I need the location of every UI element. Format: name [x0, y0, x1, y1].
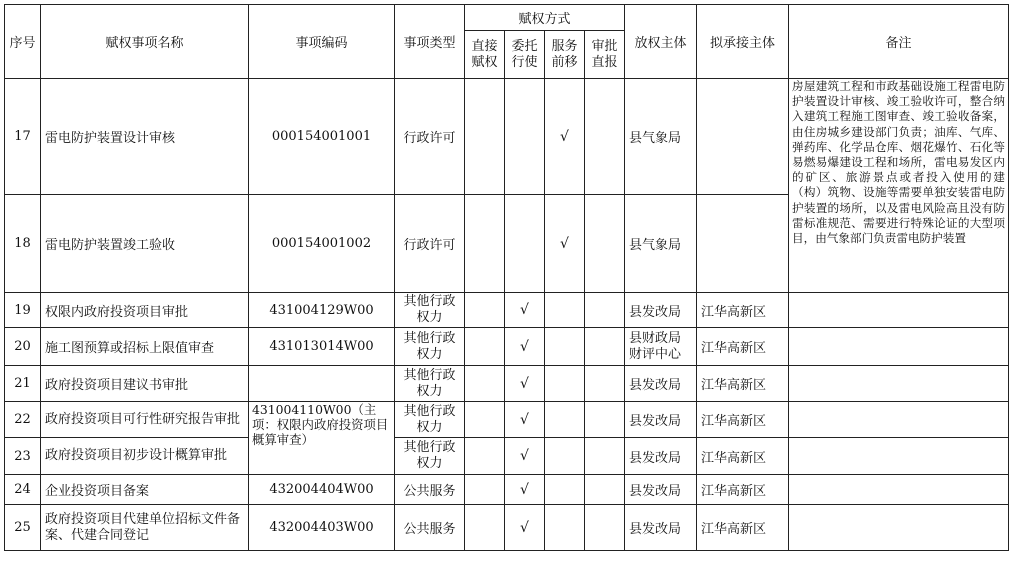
header-method-entrust: 委托 行使 — [505, 31, 545, 79]
header-seq: 序号 — [5, 5, 41, 79]
cell-approve — [585, 328, 625, 366]
row-remark — [789, 402, 1009, 438]
cell-approve — [585, 293, 625, 328]
row-grantor: 县发改局 — [625, 366, 697, 402]
row-type: 公共服务 — [395, 475, 465, 505]
check-mark-entrust: √ — [505, 505, 545, 551]
row-grantor: 县发改局 — [625, 475, 697, 505]
cell-service — [545, 402, 585, 438]
row-type: 公共服务 — [395, 505, 465, 551]
table-row — [5, 402, 1009, 438]
check-mark-entrust: √ — [505, 293, 545, 328]
check-mark-service: √ — [545, 195, 585, 293]
row-grantor: 县气象局 — [625, 79, 697, 195]
row-grantor: 县发改局 — [625, 402, 697, 438]
table-row — [5, 505, 1009, 551]
check-mark-entrust: √ — [505, 438, 545, 475]
row-seq: 24 — [5, 475, 41, 505]
row-seq: 21 — [5, 366, 41, 402]
row-remark — [789, 475, 1009, 505]
row-receiver: 江华高新区 — [697, 505, 789, 551]
check-mark-entrust: √ — [505, 366, 545, 402]
cell-entrust — [505, 79, 545, 195]
row-receiver: 江华高新区 — [697, 293, 789, 328]
cell-direct — [465, 293, 505, 328]
row-remark — [789, 293, 1009, 328]
header-grantor: 放权主体 — [625, 5, 697, 79]
cell-service — [545, 475, 585, 505]
row-receiver: 江华高新区 — [697, 438, 789, 475]
row-remark — [789, 328, 1009, 366]
cell-approve — [585, 366, 625, 402]
row-code: 432004403W00 — [249, 505, 395, 551]
table-row — [5, 438, 1009, 475]
table-row — [5, 328, 1009, 366]
cell-direct — [465, 328, 505, 366]
header-method-direct: 直接 赋权 — [465, 31, 505, 79]
cell-direct — [465, 195, 505, 293]
row-seq: 22 — [5, 402, 41, 438]
cell-service — [545, 293, 585, 328]
header-code: 事项编码 — [249, 5, 395, 79]
cell-direct — [465, 402, 505, 438]
header-remark: 备注 — [789, 5, 1009, 79]
row-name: 政府投资项目代建单位招标文件备案、代建合同登记 — [41, 505, 249, 551]
table-row — [5, 293, 1009, 328]
remark-note: 房屋建筑工程和市政基础设施工程雷电防护装置设计审核、竣工验收许可，整合纳入建筑工程施工图审查、竣工验收备案，由住房城乡建设部门负责；油库、气库、弹药库、化学品仓库、烟花爆竹、石化等易燃易爆建设工程和场所，雷电易发区内的矿区、旅游景点或者投入使用的建（构）筑物、设施等需要单独安装雷电防护装置的场所，以及雷电风险高且没有防雷标准规范、需要进行特殊论证的大型项目，由气象部门负责雷电防护装置 — [789, 79, 1009, 293]
row-grantor: 县财政局 财评中心 — [625, 328, 697, 366]
row-code — [249, 366, 395, 402]
cell-direct — [465, 505, 505, 551]
row-name: 政府投资项目建议书审批 — [41, 366, 249, 402]
cell-approve — [585, 505, 625, 551]
merged-code-cell: 431004110W00（主项：权限内政府投资项目概算审查） — [249, 402, 395, 475]
cell-approve — [585, 438, 625, 475]
cell-direct — [465, 438, 505, 475]
check-mark-entrust: √ — [505, 328, 545, 366]
check-mark-service: √ — [545, 79, 585, 195]
cell-approve — [585, 402, 625, 438]
row-grantor: 县发改局 — [625, 505, 697, 551]
row-code: 431004129W00 — [249, 293, 395, 328]
table-row — [5, 79, 1009, 195]
row-receiver: 江华高新区 — [697, 402, 789, 438]
row-seq: 17 — [5, 79, 41, 195]
row-type: 其他行政 权力 — [395, 366, 465, 402]
header-method-approve: 审批 直报 — [585, 31, 625, 79]
header-method-group: 赋权方式 — [465, 5, 625, 31]
cell-service — [545, 505, 585, 551]
cell-approve — [585, 79, 625, 195]
row-remark — [789, 366, 1009, 402]
row-seq: 19 — [5, 293, 41, 328]
row-code: 431013014W00 — [249, 328, 395, 366]
cell-service — [545, 438, 585, 475]
header-receiver: 拟承接主体 — [697, 5, 789, 79]
row-grantor: 县发改局 — [625, 293, 697, 328]
row-type: 其他行政 权力 — [395, 328, 465, 366]
row-remark — [789, 505, 1009, 551]
row-seq: 18 — [5, 195, 41, 293]
row-name: 施工图预算或招标上限值审查 — [41, 328, 249, 366]
cell-service — [545, 366, 585, 402]
cell-entrust — [505, 195, 545, 293]
row-name: 政府投资项目可行性研究报告审批 — [41, 402, 249, 438]
header-name: 赋权事项名称 — [41, 5, 249, 79]
row-receiver — [697, 195, 789, 293]
row-name: 雷电防护装置设计审核 — [41, 79, 249, 195]
cell-service — [545, 328, 585, 366]
row-code: 000154001002 — [249, 195, 395, 293]
row-type: 其他行政 权力 — [395, 438, 465, 475]
row-name: 企业投资项目备案 — [41, 475, 249, 505]
row-receiver: 江华高新区 — [697, 475, 789, 505]
row-type: 行政许可 — [395, 79, 465, 195]
cell-approve — [585, 475, 625, 505]
row-seq: 25 — [5, 505, 41, 551]
row-name: 权限内政府投资项目审批 — [41, 293, 249, 328]
row-remark — [789, 438, 1009, 475]
table-row — [5, 475, 1009, 505]
header-method-service: 服务 前移 — [545, 31, 585, 79]
row-code: 000154001001 — [249, 79, 395, 195]
row-code: 432004404W00 — [249, 475, 395, 505]
authority-table — [4, 4, 1009, 551]
row-type: 其他行政 权力 — [395, 402, 465, 438]
row-receiver: 江华高新区 — [697, 328, 789, 366]
row-grantor: 县气象局 — [625, 195, 697, 293]
row-type: 行政许可 — [395, 195, 465, 293]
row-type: 其他行政 权力 — [395, 293, 465, 328]
cell-approve — [585, 195, 625, 293]
row-seq: 20 — [5, 328, 41, 366]
cell-direct — [465, 79, 505, 195]
row-grantor: 县发改局 — [625, 438, 697, 475]
table-row — [5, 366, 1009, 402]
check-mark-entrust: √ — [505, 475, 545, 505]
check-mark-entrust: √ — [505, 402, 545, 438]
cell-direct — [465, 366, 505, 402]
row-seq: 23 — [5, 438, 41, 475]
cell-direct — [465, 475, 505, 505]
row-receiver: 江华高新区 — [697, 366, 789, 402]
row-receiver — [697, 79, 789, 195]
header-type: 事项类型 — [395, 5, 465, 79]
row-name: 雷电防护装置竣工验收 — [41, 195, 249, 293]
row-name: 政府投资项目初步设计概算审批 — [41, 438, 249, 475]
